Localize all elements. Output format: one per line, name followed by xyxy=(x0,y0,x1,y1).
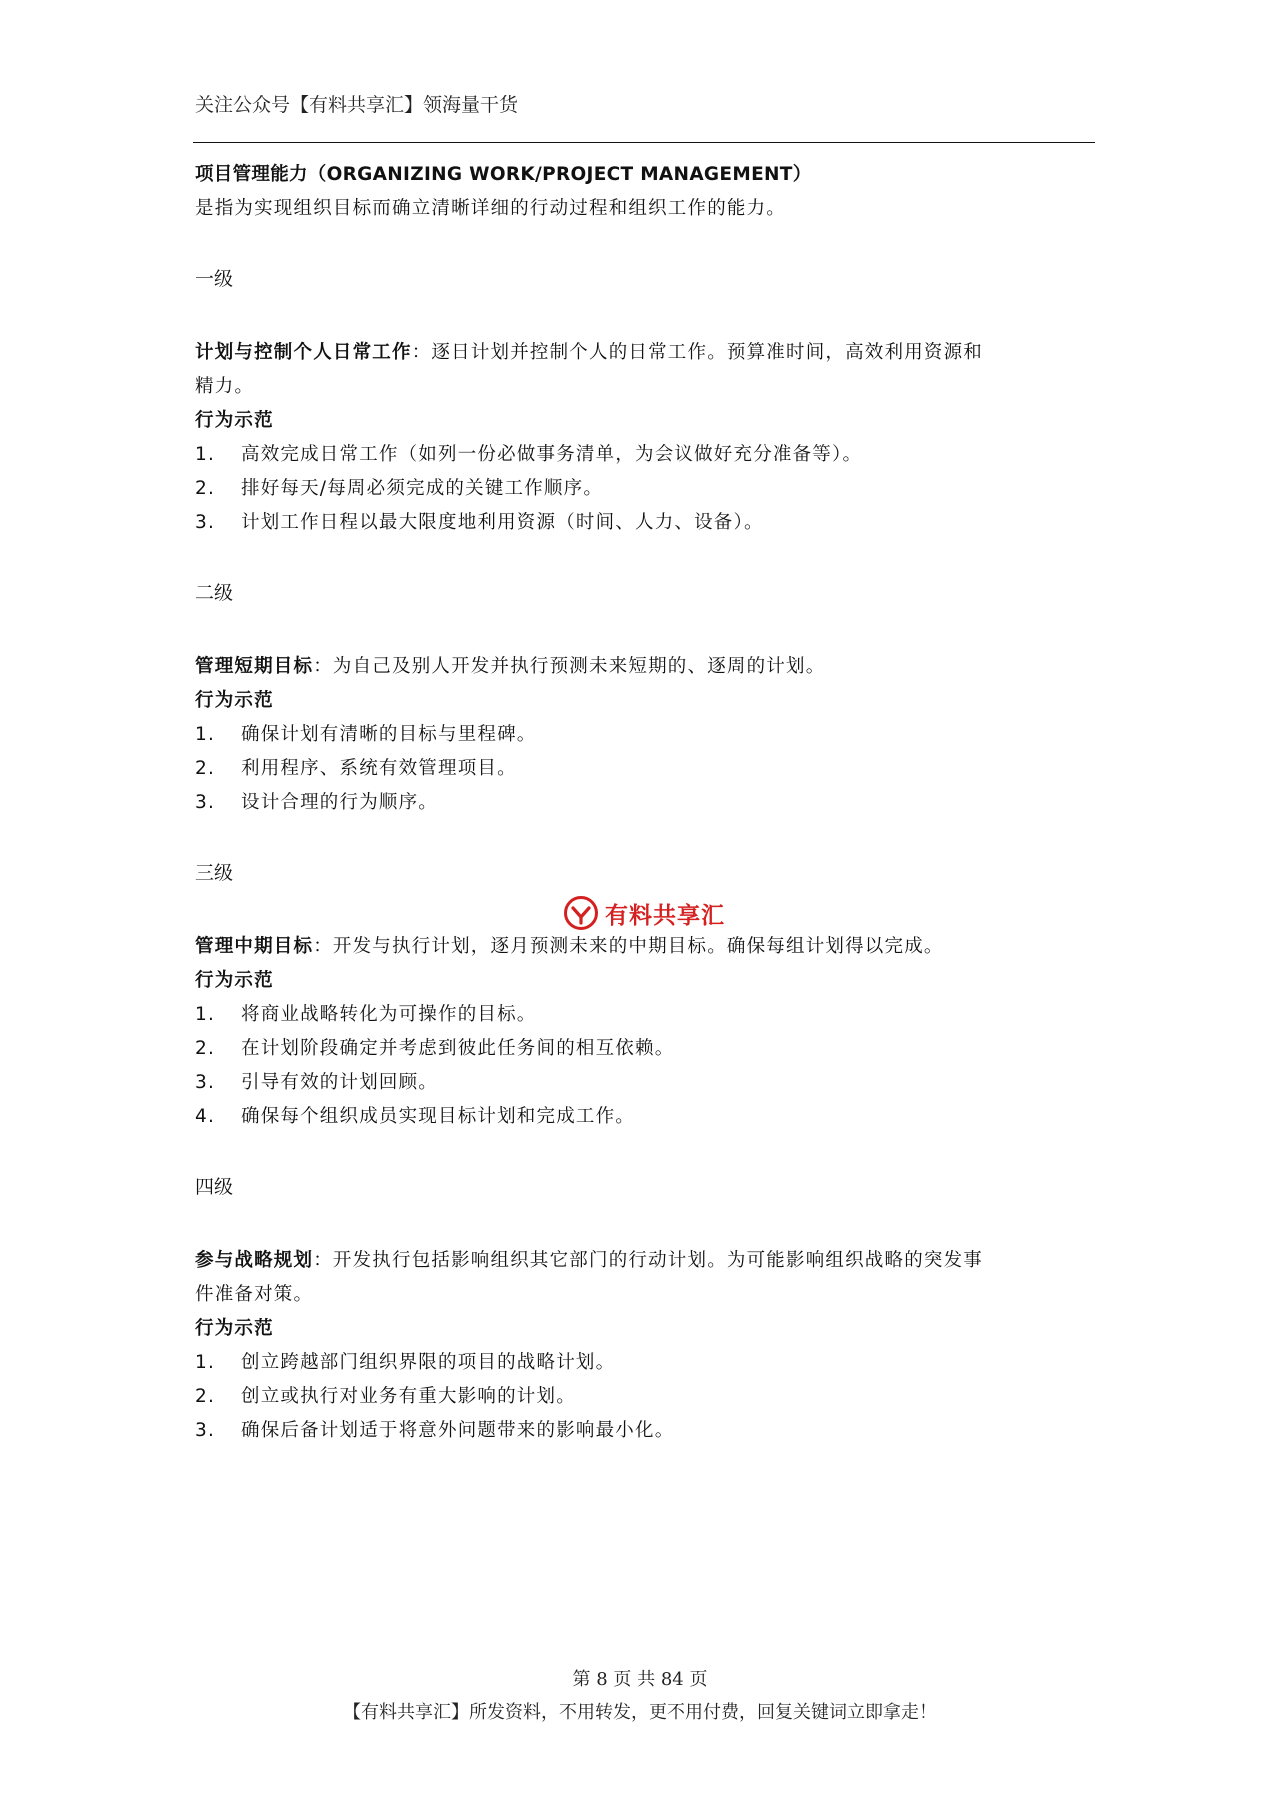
list-number: 2. xyxy=(195,478,216,499)
list-number: 2. xyxy=(195,1386,216,1407)
level-term: 管理短期目标 xyxy=(195,656,314,677)
list-text: 创立跨越部门组织界限的项目的战略计划。 xyxy=(241,1352,616,1373)
list-text: 排好每天/每周必须完成的关键工作顺序。 xyxy=(241,478,604,499)
list-text: 确保计划有清晰的目标与里程碑。 xyxy=(241,724,537,745)
footer-note: 【有料共享汇】所发资料，不用转发，更不用付费，回复关键词立即拿走！ xyxy=(343,1702,937,1723)
list-number: 1. xyxy=(195,724,216,745)
list-text: 确保后备计划适于将意外问题带来的影响最小化。 xyxy=(241,1420,675,1441)
demo-label: 行为示范 xyxy=(195,1318,274,1339)
list-item xyxy=(195,1032,1095,1066)
list-text: 利用程序、系统有效管理项目。 xyxy=(241,758,517,779)
list-number: 3. xyxy=(195,1420,216,1441)
list-item xyxy=(195,438,1095,472)
list-text: 创立或执行对业务有重大影响的计划。 xyxy=(241,1386,576,1407)
list-item xyxy=(195,718,1095,752)
level-desc-continuation: 件准备对策。 xyxy=(195,1284,314,1305)
list-number: 3. xyxy=(195,1072,216,1093)
level-description-2 xyxy=(195,650,1095,684)
demo-label: 行为示范 xyxy=(195,410,274,431)
list-number: 3. xyxy=(195,792,216,813)
level-term: 管理中期目标 xyxy=(195,936,314,957)
list-number: 2. xyxy=(195,758,216,779)
demo-label: 行为示范 xyxy=(195,970,274,991)
level-heading-3: 三级 xyxy=(195,862,234,884)
demo-label: 行为示范 xyxy=(195,690,274,711)
list-item xyxy=(195,1414,1095,1448)
list-item xyxy=(195,1380,1095,1414)
page-number: 第 8 页 共 84 页 xyxy=(572,1669,708,1690)
list-item xyxy=(195,1066,1095,1100)
list-number: 3. xyxy=(195,512,216,533)
level-description-4 xyxy=(195,1244,1095,1278)
list-number: 1. xyxy=(195,1004,216,1025)
list-item xyxy=(195,506,1095,540)
list-text: 将商业战略转化为可操作的目标。 xyxy=(241,1004,537,1025)
list-item xyxy=(195,472,1095,506)
section-definition: 是指为实现组织目标而确立清晰详细的行动过程和组织工作的能力。 xyxy=(195,198,787,219)
section-title: 项目管理能力（ORGANIZING WORK/PROJECT MANAGEMENT） xyxy=(195,164,812,185)
list-number: 4. xyxy=(195,1106,216,1127)
list-text: 引导有效的计划回顾。 xyxy=(241,1072,439,1093)
level-desc-text: ：开发与执行计划，逐月预测未来的中期目标。确保每组计划得以完成。 xyxy=(313,936,944,957)
watermark-logo xyxy=(563,893,725,933)
level-heading-2: 二级 xyxy=(195,582,234,604)
document-body xyxy=(195,158,1095,1448)
list-text: 计划工作日程以最大限度地利用资源（时间、人力、设备）。 xyxy=(241,512,764,533)
level-heading-1: 一级 xyxy=(195,268,234,290)
list-number: 1. xyxy=(195,444,216,465)
level-term: 计划与控制个人日常工作 xyxy=(195,342,412,363)
level-description-1 xyxy=(195,336,1095,370)
list-number: 2. xyxy=(195,1038,216,1059)
list-item xyxy=(195,998,1095,1032)
list-item xyxy=(195,1100,1095,1134)
level-desc-text: ：为自己及别人开发并执行预测未来短期的、逐周的计划。 xyxy=(313,656,826,677)
level-desc-text: ：逐日计划并控制个人的日常工作。预算准时间，高效利用资源和 xyxy=(411,342,984,363)
list-item xyxy=(195,786,1095,820)
list-text: 确保每个组织成员实现目标计划和完成工作。 xyxy=(241,1106,636,1127)
list-item xyxy=(195,752,1095,786)
header-divider xyxy=(193,142,1095,143)
list-text: 设计合理的行为顺序。 xyxy=(241,792,439,813)
list-text: 在计划阶段确定并考虑到彼此任务间的相互依赖。 xyxy=(241,1038,675,1059)
level-description-3 xyxy=(195,930,1095,964)
level-desc-text: ：开发执行包括影响组织其它部门的行动计划。为可能影响组织战略的突发事 xyxy=(313,1250,984,1271)
list-item xyxy=(195,1346,1095,1380)
logo-mark-icon xyxy=(563,895,599,931)
page-header: 关注公众号【有料共享汇】领海量干货 xyxy=(195,94,519,116)
list-number: 1. xyxy=(195,1352,216,1373)
level-heading-4: 四级 xyxy=(195,1176,234,1198)
level-term: 参与战略规划 xyxy=(195,1250,314,1271)
level-desc-continuation: 精力。 xyxy=(195,376,255,397)
logo-text: 有料共享汇 xyxy=(605,901,725,929)
list-text: 高效完成日常工作（如列一份必做事务清单，为会议做好充分准备等）。 xyxy=(241,444,863,465)
